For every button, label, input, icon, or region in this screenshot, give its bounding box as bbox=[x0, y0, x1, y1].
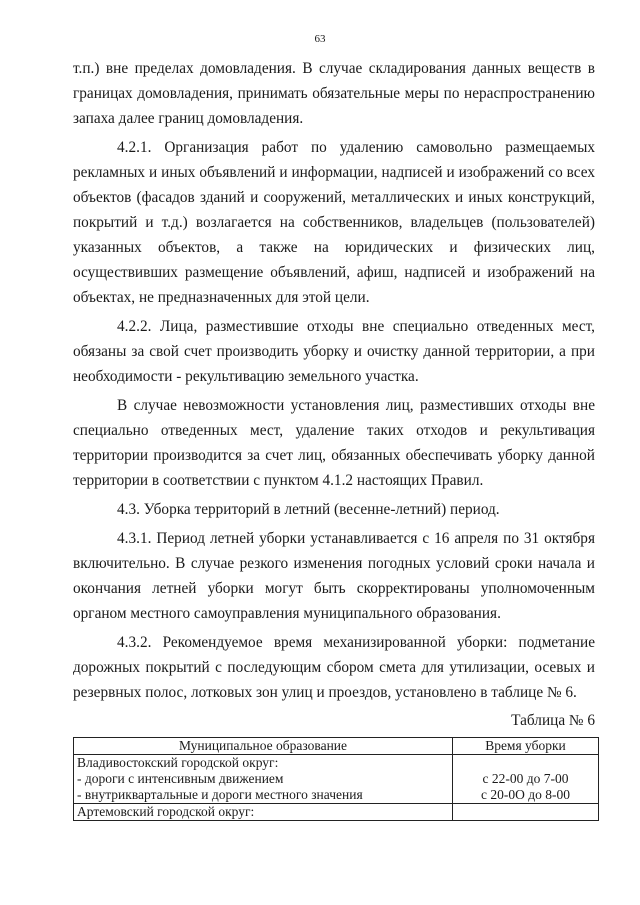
text-line: 4.3. Уборка территорий в летний (весенне-летний) период. bbox=[117, 501, 500, 518]
text-line: объектах, не предназначенных для этой цели. bbox=[73, 289, 370, 306]
text-line: 4.3.1. Период летней уборки устанавливается с 16 апреля по 31 октября bbox=[117, 530, 595, 547]
table-row bbox=[74, 804, 599, 821]
paragraph bbox=[73, 314, 595, 389]
municipality-line: - внутриквартальные и дороги местного значения bbox=[77, 787, 363, 802]
text-line: указанных объектов, а также на юридических и физических лиц, bbox=[73, 239, 595, 256]
text-line: территории в соответствии с пунктом 4.1.2 настоящих Правил. bbox=[73, 472, 484, 489]
text-line: органом местного самоуправления муниципального образования. bbox=[73, 605, 501, 622]
text-line: 4.3.2. Рекомендуемое время механизированной уборки: подметание bbox=[117, 634, 595, 651]
cleaning-time-table bbox=[73, 737, 599, 821]
municipality-cell bbox=[74, 755, 453, 804]
text-line: включительно. В случае резкого изменения погодных условий сроки начала и bbox=[73, 555, 595, 572]
paragraph bbox=[73, 630, 595, 705]
text-line: запаха далее границ домовладения. bbox=[73, 110, 304, 127]
header-cleaning-time: Время уборки bbox=[453, 738, 599, 755]
table-body bbox=[74, 755, 599, 821]
paragraph bbox=[73, 393, 595, 493]
table-caption: Таблица № 6 bbox=[511, 712, 595, 729]
cleaning-time-line: с 22-00 до 7-00 bbox=[482, 771, 569, 786]
paragraphs bbox=[73, 56, 595, 705]
text-line: осуществивших размещение объявлений, афиш, надписей и изображений на bbox=[73, 264, 595, 281]
document-body bbox=[73, 56, 595, 821]
paragraph bbox=[73, 526, 595, 626]
text-line: границах домовладения, принимать обязательные меры по нераспространению bbox=[73, 85, 595, 102]
municipality-line: - дороги с интенсивным движением bbox=[77, 771, 284, 786]
paragraph bbox=[73, 56, 595, 131]
text-line: В случае невозможности установления лиц, разместивших отходы вне bbox=[117, 397, 595, 414]
text-line: окончания летней уборки могут быть скорректированы уполномоченным bbox=[73, 580, 595, 597]
cleaning-time-line bbox=[456, 804, 595, 820]
text-line: 4.2.1. Организация работ по удалению самовольно размещаемых bbox=[117, 139, 595, 156]
municipality-cell bbox=[74, 804, 453, 821]
text-line: т.п.) вне пределах домовладения. В случае складирования данных веществ в bbox=[73, 60, 595, 77]
text-line: специально отведенных мест, удаление таких отходов и рекультивация bbox=[73, 422, 595, 439]
page-number: 63 bbox=[314, 33, 326, 45]
municipality-line: Владивостокский городской округ: bbox=[77, 755, 279, 770]
text-line: необходимости - рекультивацию земельного участка. bbox=[73, 368, 419, 385]
text-line: объектов (фасадов зданий и сооружений, металлических и иных конструкций, bbox=[73, 189, 595, 206]
municipality-line: Артемовский городской округ: bbox=[77, 804, 255, 819]
text-line: рекламных и иных объявлений и информации, надписей и изображений со всех bbox=[73, 164, 595, 181]
cleaning-time-cell bbox=[453, 755, 599, 804]
table-row bbox=[74, 755, 599, 804]
paragraph bbox=[73, 497, 595, 522]
text-line: дорожных покрытий с последующим сбором смета для утилизации, осевых и bbox=[73, 659, 595, 676]
text-line: покрытий и т.д.) возлагается на собственников, владельцев (пользователей) bbox=[73, 214, 595, 231]
cleaning-time-line: с 20-0О до 8-00 bbox=[481, 787, 570, 802]
header-municipality: Муниципальное образование bbox=[74, 738, 453, 755]
text-line: 4.2.2. Лица, разместившие отходы вне специально отведенных мест, bbox=[117, 318, 595, 335]
text-line: территории производится за счет лиц, обязанных обеспечивать уборку данной bbox=[73, 447, 595, 464]
text-line: обязаны за свой счет производить уборку и очистку данной территории, а при bbox=[73, 343, 595, 360]
cleaning-time-cell bbox=[453, 804, 599, 821]
paragraph bbox=[73, 135, 595, 310]
cleaning-time-line bbox=[456, 755, 595, 771]
table-header-row bbox=[74, 738, 599, 755]
text-line: резервных полос, лотковых зон улиц и проездов, установлено в таблице № 6. bbox=[73, 684, 577, 701]
